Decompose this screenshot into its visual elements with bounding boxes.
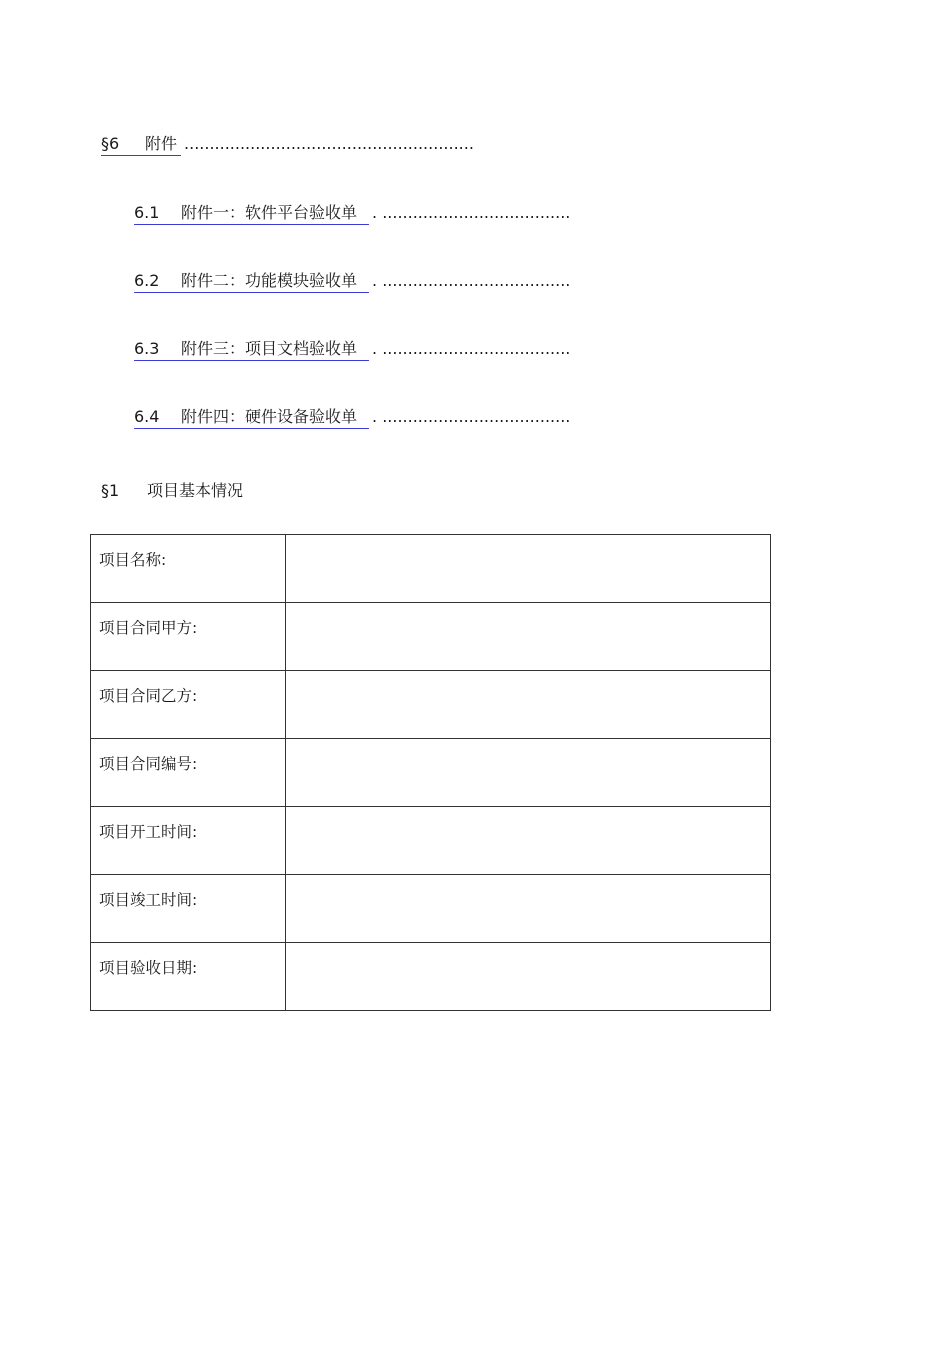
acceptance-date-value[interactable] (286, 943, 771, 1011)
toc-leader-dots: . ..................................... (372, 339, 571, 358)
section-heading (101, 478, 243, 501)
project-info-table (90, 534, 771, 1011)
contract-party-b-value[interactable] (286, 671, 771, 739)
completion-date-label: 项目竣工时间: (91, 875, 286, 943)
toc-link-6-1[interactable] (134, 200, 369, 225)
contract-party-a-label: 项目合同甲方: (91, 603, 286, 671)
table-row (91, 875, 771, 943)
toc-title: 附件四：硬件设备验收单 (181, 407, 358, 426)
toc-entry-attachments (101, 131, 474, 156)
table-row (91, 739, 771, 807)
toc-link-6-3[interactable] (134, 336, 369, 361)
toc-number: 6.4 (134, 407, 160, 426)
toc-leader-dots: . ..................................... (372, 203, 571, 222)
contract-party-b-label: 项目合同乙方: (91, 671, 286, 739)
contract-number-value[interactable] (286, 739, 771, 807)
table-row (91, 943, 771, 1011)
toc-title: 附件 (145, 134, 178, 153)
acceptance-date-label: 项目验收日期: (91, 943, 286, 1011)
toc-leader-dots: . ..................................... (372, 407, 571, 426)
toc-entry-6-1 (134, 200, 570, 225)
toc-number: 6.3 (134, 339, 160, 358)
contract-party-a-value[interactable] (286, 603, 771, 671)
section-number: §1 (101, 481, 120, 500)
start-date-label: 项目开工时间: (91, 807, 286, 875)
table-row (91, 535, 771, 603)
contract-number-label: 项目合同编号: (91, 739, 286, 807)
toc-title: 附件一：软件平台验收单 (181, 203, 358, 222)
toc-leader-dots: . ..................................... (372, 271, 571, 290)
toc-title: 附件二：功能模块验收单 (181, 271, 358, 290)
table-row (91, 807, 771, 875)
toc-number: §6 (101, 134, 120, 153)
toc-link-6-4[interactable] (134, 404, 369, 429)
toc-entry-6-3 (134, 336, 570, 361)
toc-entry-6-2 (134, 268, 570, 293)
toc-link-6-2[interactable] (134, 268, 369, 293)
toc-title: 附件三：项目文档验收单 (181, 339, 358, 358)
table-row (91, 603, 771, 671)
table-row (91, 671, 771, 739)
project-name-label: 项目名称: (91, 535, 286, 603)
toc-entry-6-4 (134, 404, 570, 429)
project-name-value[interactable] (286, 535, 771, 603)
toc-link-attachments[interactable] (101, 131, 181, 156)
toc-number: 6.2 (134, 271, 160, 290)
toc-number: 6.1 (134, 203, 160, 222)
start-date-value[interactable] (286, 807, 771, 875)
toc-leader-dots: ......................................................... (184, 134, 474, 153)
section-title: 项目基本情况 (147, 481, 244, 500)
completion-date-value[interactable] (286, 875, 771, 943)
